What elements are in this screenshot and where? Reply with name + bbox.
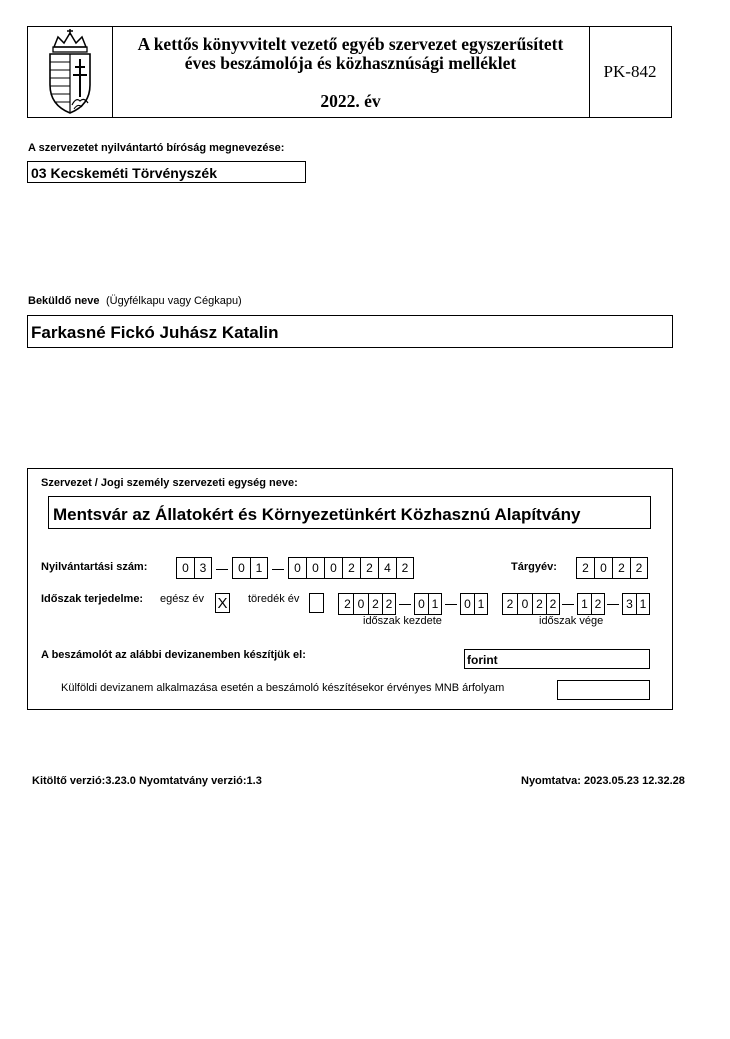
partial-year-checkbox[interactable] <box>309 593 324 613</box>
currency-label: A beszámolót az alábbi devizanemben készítjük el: <box>41 649 306 661</box>
sender-field[interactable] <box>27 315 673 348</box>
start-digit: 2 <box>338 593 356 615</box>
start-digit: 1 <box>428 593 442 615</box>
form-title <box>112 35 589 73</box>
period-start-caption: időszak kezdete <box>363 615 442 627</box>
org-name-label: Szervezet / Jogi személy szervezeti egység neve: <box>41 477 298 489</box>
fx-rate-field[interactable] <box>557 680 650 700</box>
coat-of-arms-icon <box>28 27 112 117</box>
form-year: 2022. év <box>320 91 381 111</box>
currency-field[interactable] <box>464 649 650 669</box>
start-digit: 2 <box>382 593 396 615</box>
start-digit: 0 <box>414 593 428 615</box>
year-digit: 2 <box>612 557 630 579</box>
end-digit: 2 <box>591 593 605 615</box>
year-digit: 0 <box>594 557 612 579</box>
form-code: PK-842 <box>603 62 657 81</box>
period-label: Időszak terjedelme: <box>41 593 144 605</box>
period-end-caption: időszak vége <box>539 615 604 627</box>
org-name-field[interactable] <box>48 496 651 529</box>
sender-label <box>28 291 242 309</box>
org-name-value: Mentsvár az Állatokért és Környezetünkért Közhasznú Alapítvány <box>53 505 581 524</box>
fx-rate-label: Külföldi devizanem alkalmazása esetén a beszámoló készítésekor érvényes MNB árfolyam <box>61 682 505 694</box>
reg-separator <box>216 569 228 570</box>
full-year-checkbox[interactable]: X <box>215 593 230 613</box>
court-label: A szervezetet nyilvántartó bíróság megnevezése: <box>28 142 285 154</box>
court-field[interactable] <box>27 161 306 183</box>
sender-label-note: (Ügyfélkapu vagy Cégkapu) <box>105 295 242 307</box>
reg-digit: 0 <box>288 557 306 579</box>
full-year-label: egész év <box>160 593 205 605</box>
date-separator <box>445 604 457 605</box>
title-cell <box>112 27 590 117</box>
end-digit: 1 <box>636 593 650 615</box>
start-digit: 2 <box>368 593 382 615</box>
year-digit: 2 <box>576 557 594 579</box>
print-timestamp: Nyomtatva: 2023.05.23 12.32.28 <box>521 775 685 787</box>
end-digit: 2 <box>532 593 546 615</box>
reg-number-label: Nyilvántartási szám: <box>41 561 148 573</box>
reg-digit: 2 <box>396 557 414 579</box>
end-digit: 0 <box>517 593 532 615</box>
reg-digit: 2 <box>360 557 378 579</box>
reg-digit: 3 <box>194 557 212 579</box>
year-digit: 2 <box>630 557 648 579</box>
version-info: Kitöltő verzió:3.23.0 Nyomtatvány verzió:1.3 <box>32 775 262 787</box>
start-digit: 0 <box>353 593 368 615</box>
reg-digit: 1 <box>250 557 268 579</box>
reg-digit: 0 <box>232 557 250 579</box>
form-header <box>27 26 672 118</box>
end-digit: 3 <box>622 593 636 615</box>
date-separator <box>607 604 619 605</box>
reg-digit: 0 <box>176 557 194 579</box>
sender-label-bold: Beküldő neve <box>28 295 100 307</box>
reg-separator <box>272 569 284 570</box>
reg-digit: 0 <box>306 557 324 579</box>
sender-value: Farkasné Fickó Juhász Katalin <box>31 323 279 342</box>
reg-digit: 2 <box>342 557 360 579</box>
end-digit: 2 <box>546 593 560 615</box>
reg-digit: 0 <box>324 557 342 579</box>
date-separator <box>399 604 411 605</box>
end-digit: 2 <box>502 593 517 615</box>
reg-digit: 4 <box>378 557 396 579</box>
form-title-line1: A kettős könyvvitelt vezető egyéb szervezet egyszerűsített <box>137 34 564 54</box>
court-value: 03 Kecskeméti Törvényszék <box>31 165 217 181</box>
subject-year-label: Tárgyév: <box>511 561 557 573</box>
start-digit: 0 <box>460 593 474 615</box>
form-title-line2: éves beszámolója és közhasznúsági melléklet <box>184 53 517 73</box>
date-separator <box>562 604 574 605</box>
partial-year-label: töredék év <box>248 593 300 605</box>
end-digit: 1 <box>577 593 591 615</box>
crest-cell <box>28 27 113 117</box>
start-digit: 1 <box>474 593 488 615</box>
currency-value: forint <box>467 653 498 667</box>
